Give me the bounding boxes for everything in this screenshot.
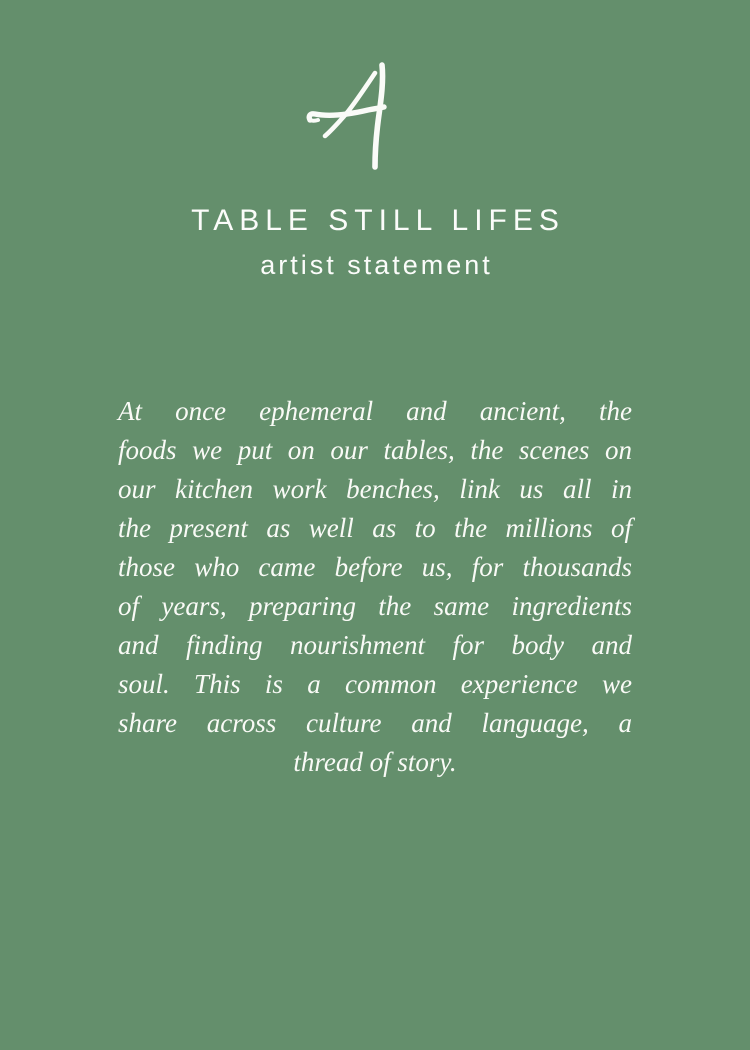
artist-statement-text [118,392,632,782]
statement-line: those who came before us, for thousands [118,552,632,582]
page-title: TABLE STILL LIFES [191,204,565,237]
statement-line: thread of story. [293,747,457,777]
statement-line: foods we put on our tables, the scenes on [118,435,632,465]
statement-line: the present as well as to the millions of [118,513,632,543]
page-subtitle: artist statement [260,250,493,280]
statement-line: At once ephemeral and ancient, the [118,396,632,426]
statement-line: share across culture and language, a [118,708,632,738]
statement-line: and finding nourishment for body and [118,630,632,660]
script-letter-a-icon [306,58,402,174]
statement-line: our kitchen work benches, link us all in [118,474,632,504]
statement-line: of years, preparing the same ingredients [118,591,632,621]
statement-line: soul. This is a common experience we [118,669,632,699]
